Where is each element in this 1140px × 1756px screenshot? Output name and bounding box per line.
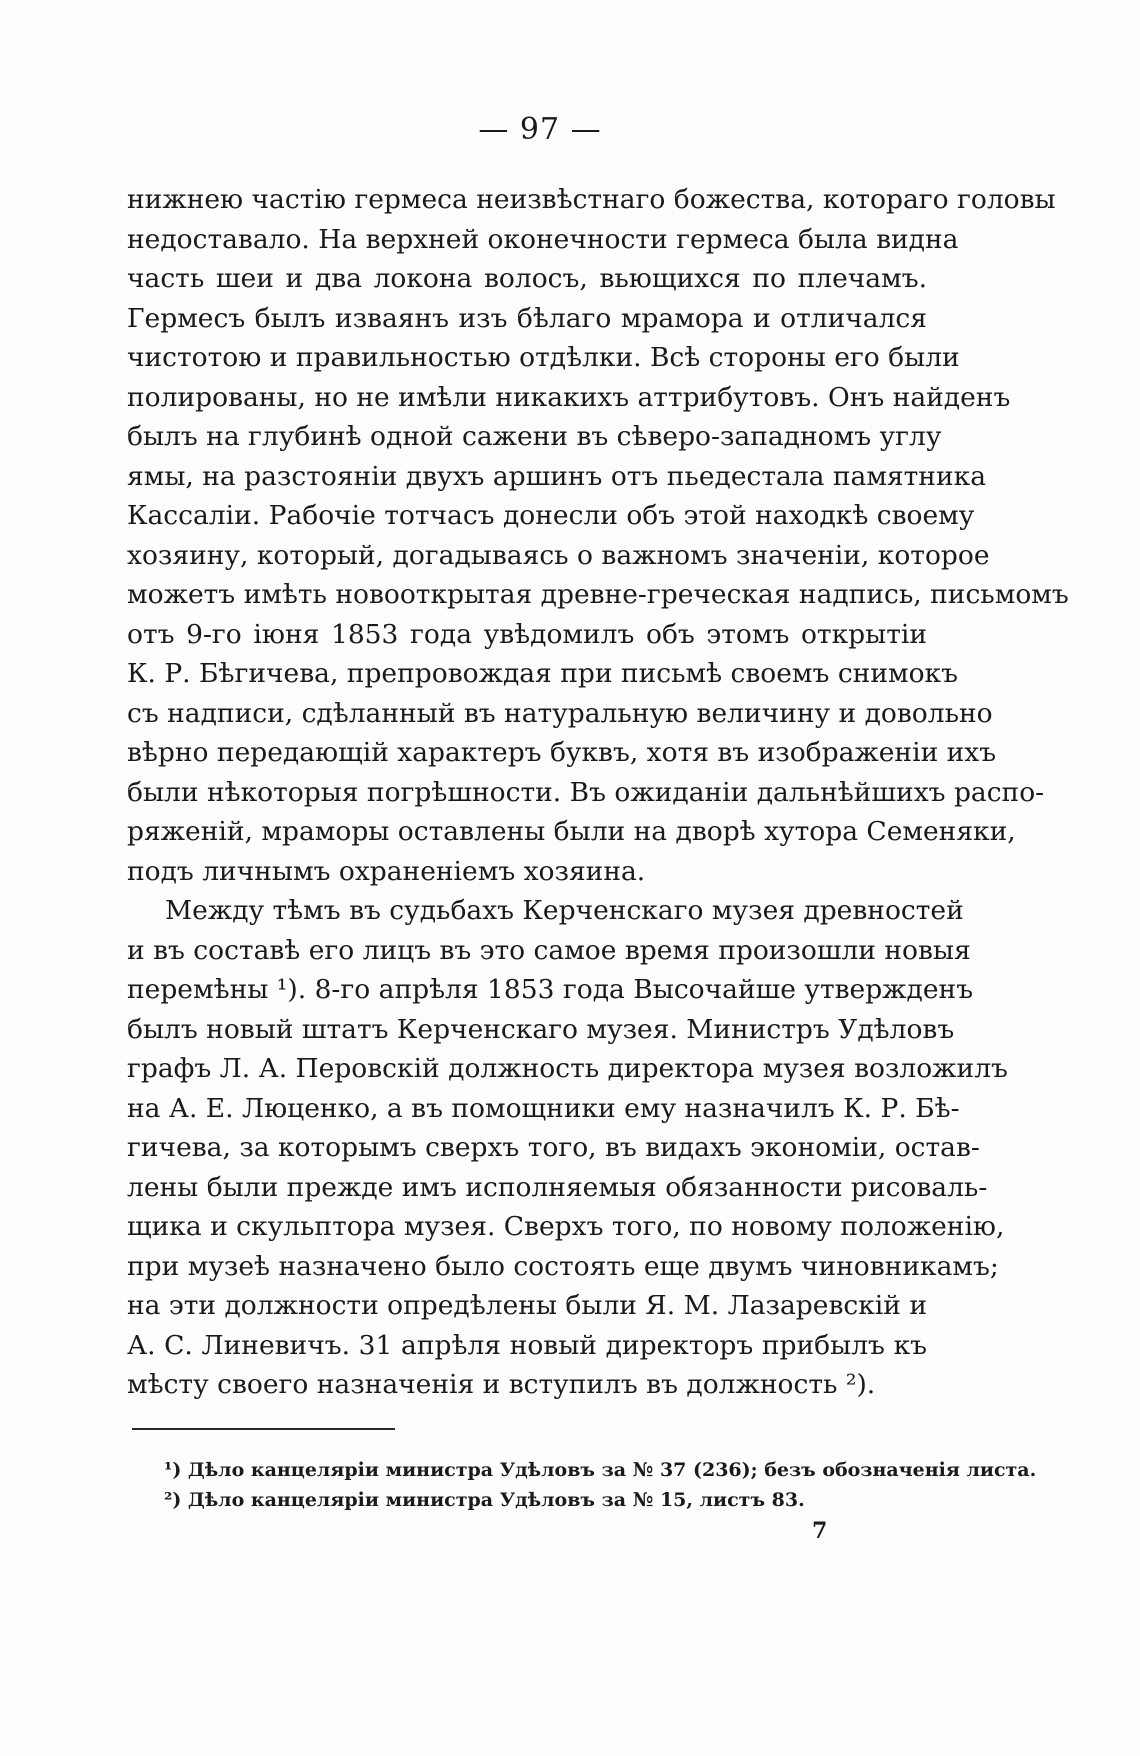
text-line: Между тѣмъ въ судьбахъ Керченскаго музея древностей [165,895,964,926]
text-line: перемѣны ¹). 8-го апрѣля 1853 года Высочайше утвержденъ [127,974,974,1005]
text-line: ямы, на разстояніи двухъ аршинъ отъ пьедестала памятника [127,460,986,492]
text-line: А. С. Линевичъ. 31 апрѣля новый директоръ прибылъ къ [127,1329,927,1361]
text-line: недоставало. На верхней оконечности гермеса была видна [127,223,959,255]
text-line: былъ новый штатъ Керченскаго музея. Министръ Удѣловъ [127,1013,955,1045]
text-line: вѣрно передающій характеръ буквъ, хотя въ изображеніи ихъ [127,737,997,768]
text-line: нижнею частію гермеса неизвѣстнаго божества, котораго головы [127,184,1056,215]
paragraph [127,891,1008,1405]
text-line: можетъ имѣть новооткрытая древне-греческая надпись, письмомъ [127,579,1069,610]
text-line: съ надписи, сдѣланный въ натуральную величину и довольно [127,697,993,729]
text-line: отъ 9-го іюня 1853 года увѣдомилъ объ этомъ открытіи [127,618,927,650]
text-line: на А. Е. Люценко, а въ помощники ему назначилъ К. Р. Бѣ- [127,1092,960,1124]
text-line: подъ личнымъ охраненіемъ хозяина. [127,855,646,887]
text-line: на эти должности опредѣлены были Я. М. Лазаревскій и [127,1290,927,1321]
text-line: при музеѣ назначено было состоять еще двумъ чиновникамъ; [127,1250,999,1282]
main-text [127,180,1069,1405]
footnotes [164,1455,1037,1515]
footnote-divider [132,1428,395,1430]
text-line: Кассаліи. Рабочіе тотчасъ донесли объ этой находкѣ своему [127,500,975,531]
text-line: хозяину, который, догадываясь о важномъ значеніи, которое [127,539,990,571]
text-line: мѣсту своего назначенія и вступилъ въ должность ²). [127,1369,876,1400]
text-line: чистотою и правильностью отдѣлки. Всѣ стороны его были [127,342,960,373]
paragraph [127,180,1069,891]
footnote: ¹) Дѣло канцеляріи министра Удѣловъ за № 37 (236); безъ обозначенія листа. [164,1459,1037,1481]
text-line: часть шеи и два локона волосъ, вьющихся по плечамъ. [127,263,927,294]
text-line: гичева, за которымъ сверхъ того, въ видахъ экономіи, остав- [127,1132,980,1163]
text-line: былъ на глубинѣ одной сажени въ сѣверо-западномъ углу [127,421,942,452]
text-line: Гермесъ былъ изваянъ изъ бѣлаго мрамора и отличался [127,302,927,334]
footnote: ²) Дѣло канцеляріи министра Удѣловъ за № 15, листъ 83. [164,1489,805,1511]
text-line: лены были прежде имъ исполняемыя обязанности рисоваль- [127,1171,988,1203]
signature-mark: 7 [812,1518,828,1544]
text-line: графъ Л. А. Перовскій должность директора музея возложилъ [127,1053,1008,1084]
page-number: — 97 — [478,112,602,147]
text-line: полированы, но не имѣли никакихъ аттрибутовъ. Онъ найденъ [127,381,1011,413]
text-line: и въ составѣ его лицъ въ это самое время произошли новыя [127,934,971,966]
text-line: К. Р. Бѣгичева, препровождая при письмѣ своемъ снимокъ [127,658,958,689]
text-line: щика и скульптора музея. Сверхъ того, по новому положенію, [127,1211,1005,1242]
text-line: ряженій, мраморы оставлены были на дворѣ хутора Семеняки, [127,816,1016,847]
text-line: были нѣкоторыя погрѣшности. Въ ожиданіи дальнѣйшихъ распо- [127,776,1045,808]
